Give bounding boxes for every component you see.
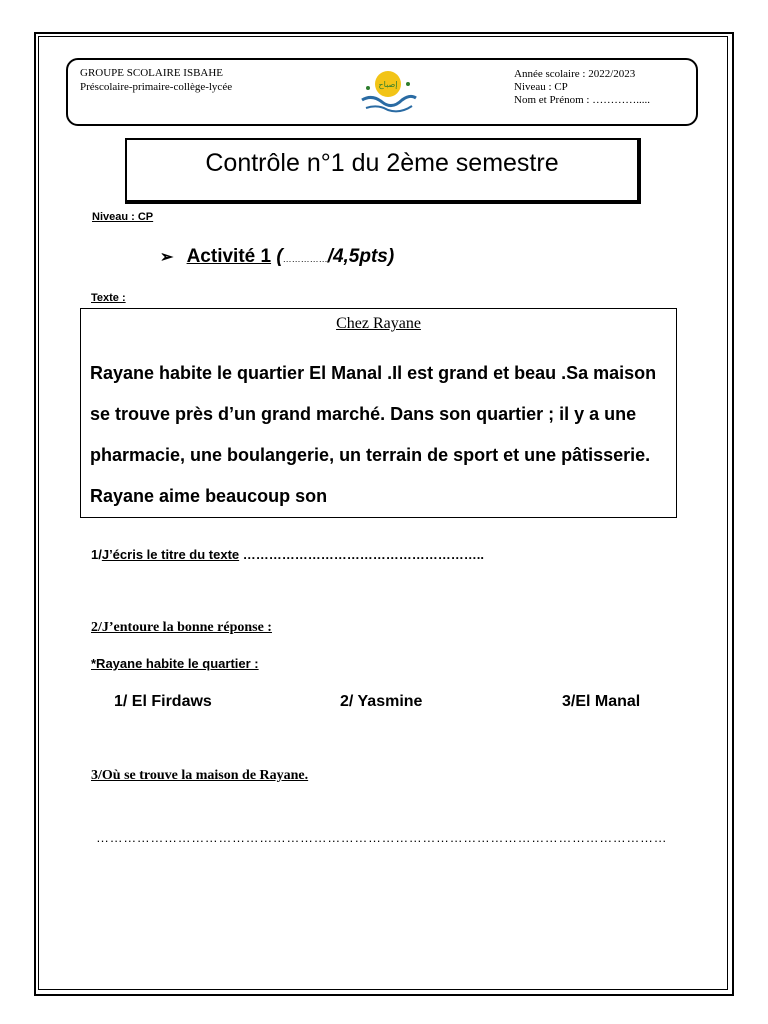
question-1-answer-blank[interactable]: ………………………………………………..	[239, 547, 484, 562]
logo-arabic-text: إصباح	[378, 80, 398, 89]
header-level: Niveau : CP	[514, 81, 568, 93]
question-3-answer-blank[interactable]: ………………………………………………………………………………………………………………	[96, 830, 668, 845]
question-3: 3/Où se trouve la maison de Rayane.	[91, 768, 309, 783]
level-label: Niveau : CP	[92, 211, 154, 223]
activity-heading	[160, 246, 394, 268]
question-1-number: 1/	[91, 547, 102, 562]
title-box	[125, 138, 641, 204]
school-subtitle: Préscolaire-primaire-collège-lycée	[80, 81, 233, 93]
activity-label: Activité 1	[186, 246, 272, 267]
answer-option-3[interactable]: 3/El Manal	[562, 693, 641, 710]
school-name: GROUPE SCOLAIRE ISBAHE	[80, 67, 224, 79]
question-1	[91, 547, 484, 562]
question-1-label: J’écris le titre du texte	[101, 547, 240, 562]
school-logo-icon	[358, 70, 420, 116]
activity-points: /4,5pts)	[327, 246, 395, 267]
text-label: Texte :	[91, 292, 126, 304]
header-box	[66, 58, 698, 126]
name-field[interactable]: Nom et Prénom : ………….....	[514, 94, 650, 106]
page-title: Contrôle n°1 du 2ème semestre	[205, 149, 559, 177]
answer-option-1[interactable]: 1/ El Firdaws	[114, 693, 212, 710]
reading-text-body: Rayane habite le quartier El Manal .Il est grand et beau .Sa maison se trouve près d’un grand marché. Dans son quartier ; il y a une pharmacie, une boulangerie, un terrain de sport et une pâtisserie. Rayane aime beaucoup son	[90, 363, 657, 506]
arrow-bullet-icon: ➢	[160, 249, 174, 266]
header-info	[514, 68, 650, 107]
answer-option-2[interactable]: 2/ Yasmine	[340, 693, 423, 710]
question-2-prompt: *Rayane habite le quartier :	[91, 656, 259, 671]
score-blank[interactable]: ……………	[282, 254, 328, 264]
reading-text-box	[80, 308, 677, 518]
reading-text-title: Chez Rayane	[336, 315, 421, 332]
school-year: Année scolaire : 2022/2023	[514, 68, 636, 80]
question-2: 2/J’entoure la bonne réponse :	[91, 620, 272, 635]
activity-open-paren: (	[271, 246, 283, 267]
